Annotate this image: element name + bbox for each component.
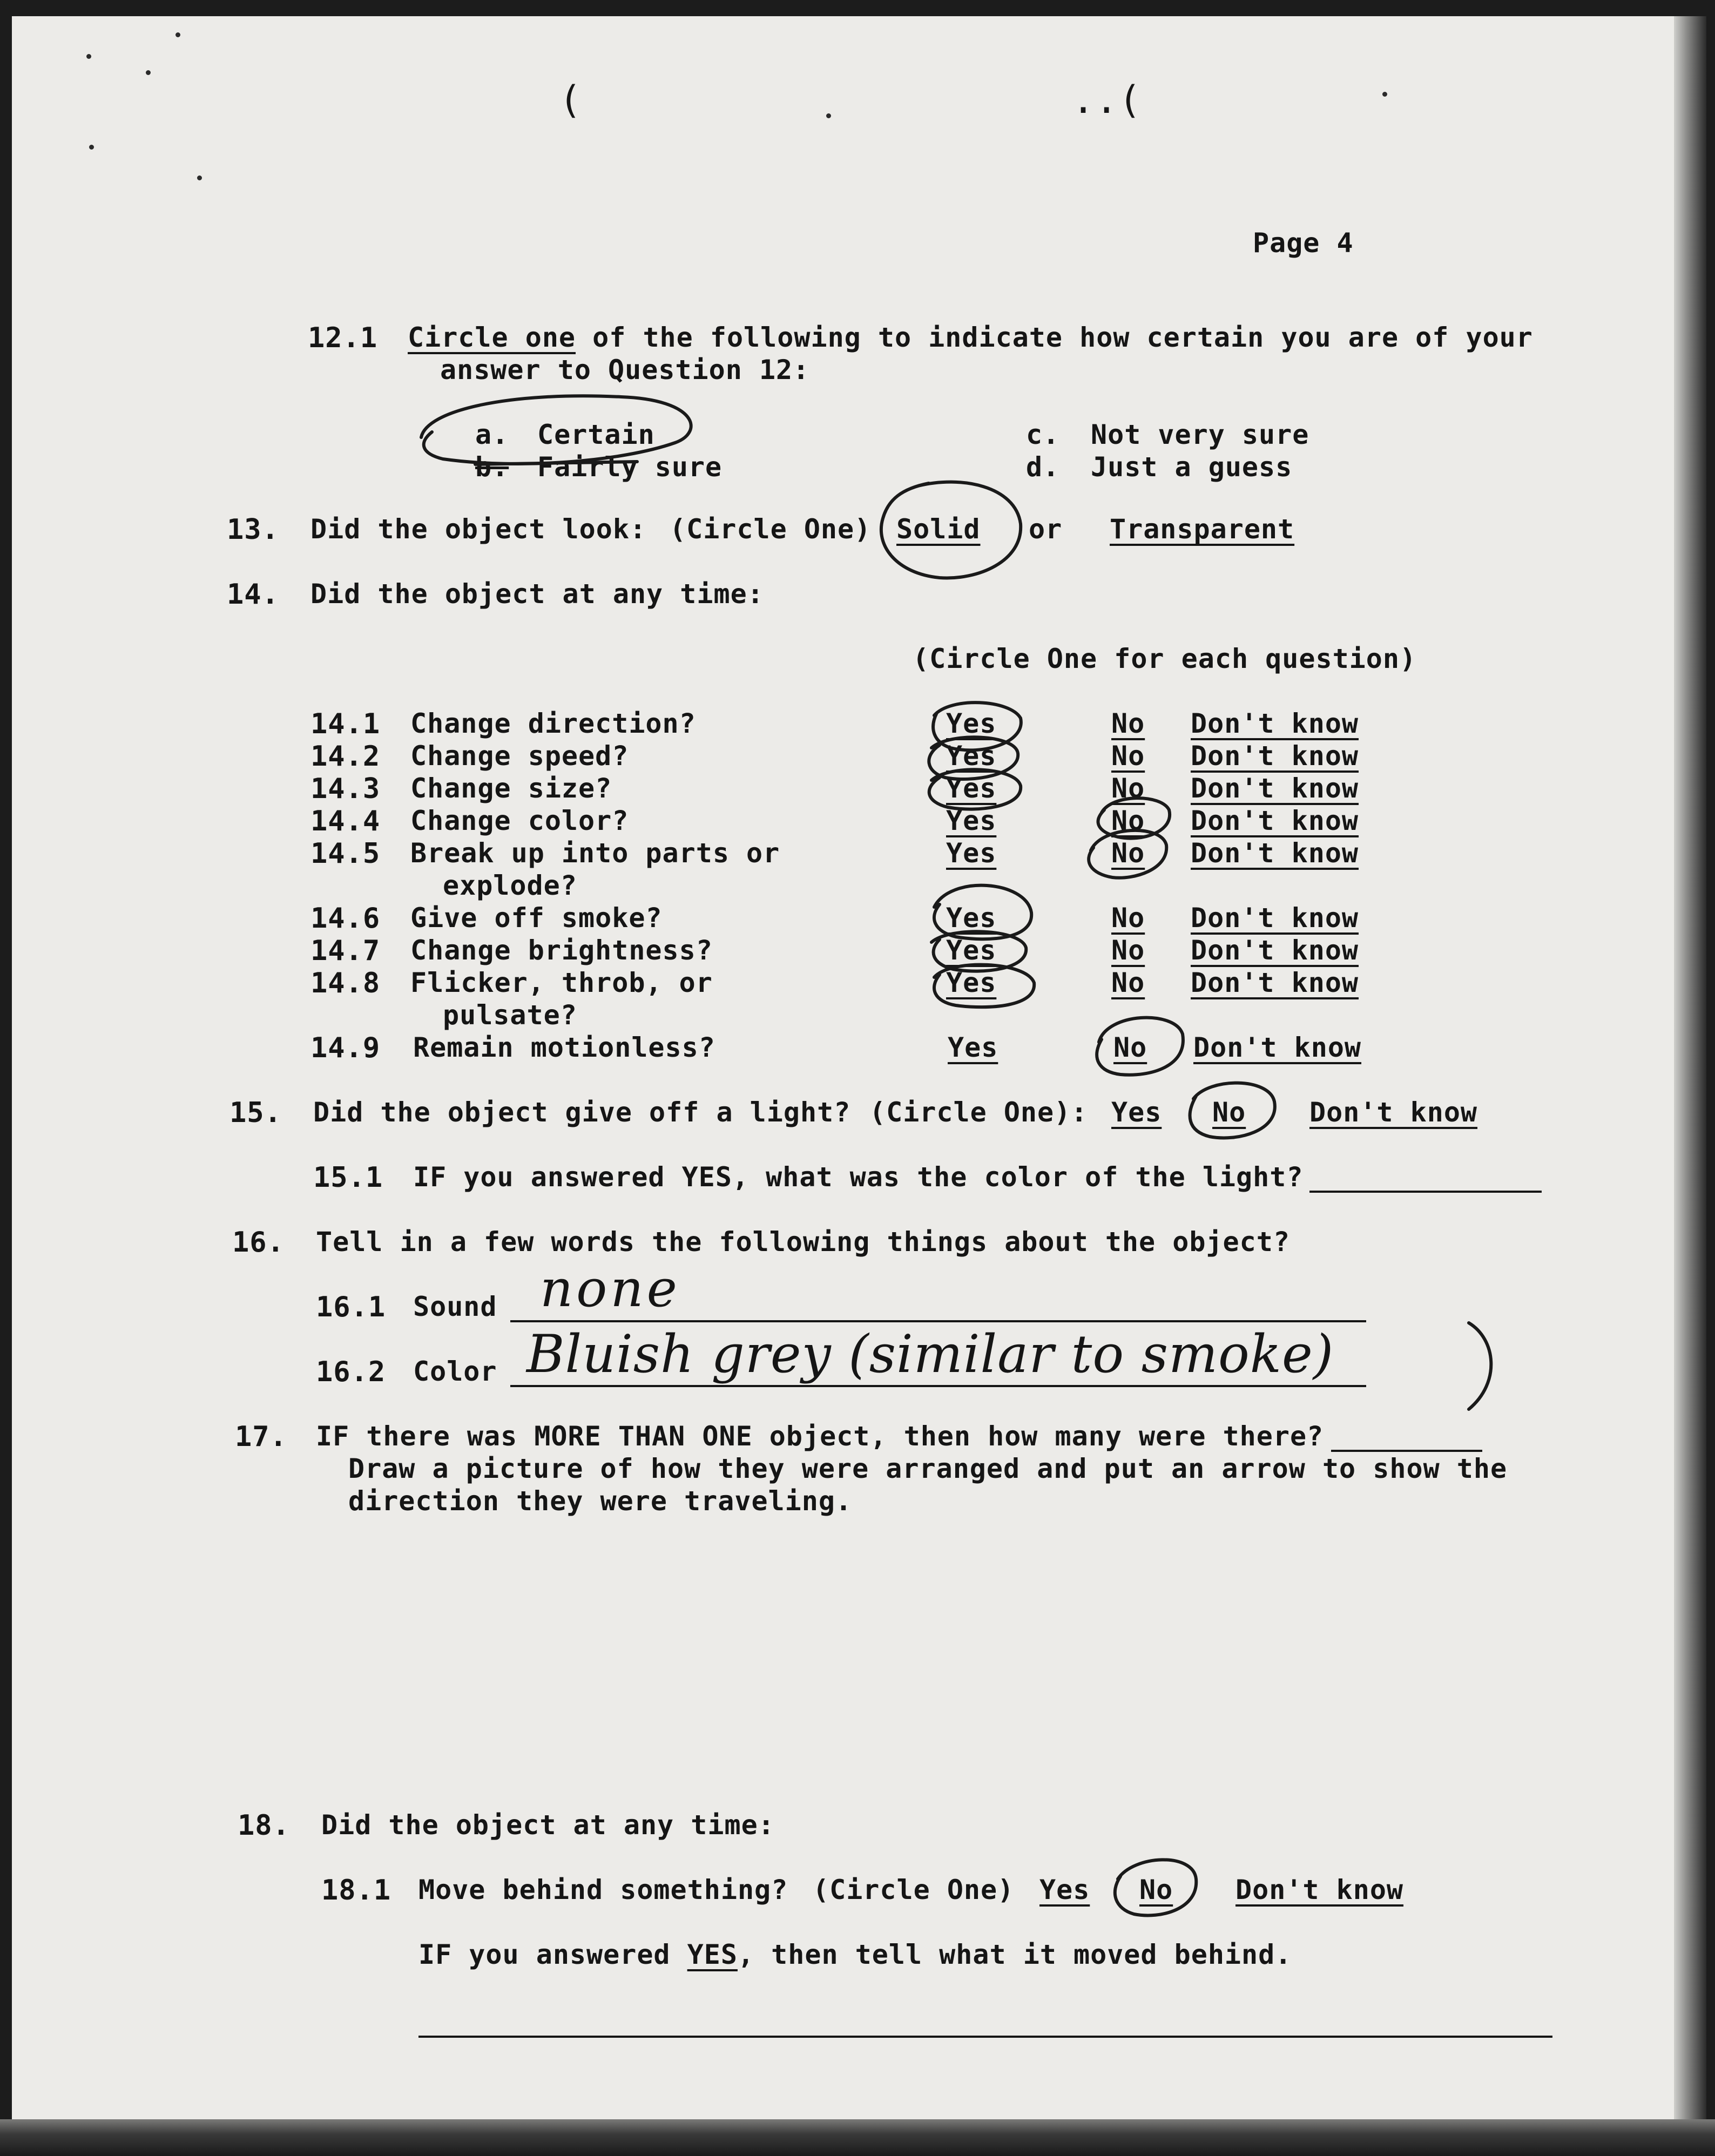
- page-edge-shadow: [1674, 16, 1706, 2122]
- option-d-label[interactable]: Just a guess: [1091, 451, 1293, 483]
- dont-know-option-14-8[interactable]: Don't know: [1191, 967, 1359, 998]
- yes-option-14-2[interactable]: Yes: [946, 740, 997, 772]
- question-number-13: 13.: [227, 513, 279, 546]
- item-text-14-3: Change size?: [410, 773, 612, 804]
- question-13-text: Did the object look:: [310, 513, 647, 545]
- item-number-14-1: 14.1: [310, 708, 381, 740]
- no-option-14-4[interactable]: No: [1111, 805, 1145, 836]
- dont-know-option-14-3[interactable]: Don't know: [1191, 773, 1359, 804]
- question-number-16-1: 16.1: [316, 1291, 386, 1323]
- speck: [826, 113, 831, 118]
- q18-1-dont-know-option[interactable]: Don't know: [1235, 1874, 1404, 1905]
- no-option-14-2[interactable]: No: [1111, 740, 1145, 772]
- question-14-text: Did the object at any time:: [310, 578, 764, 610]
- item-number-14-2: 14.2: [310, 740, 381, 773]
- question-15-instruction: (Circle One):: [869, 1097, 1088, 1128]
- question-18-1-followup: [418, 1941, 1292, 1968]
- item-text-14-2: Change speed?: [410, 740, 629, 772]
- option-b-label[interactable]: Fairly sure: [537, 451, 723, 483]
- item-number-14-3: 14.3: [310, 773, 381, 805]
- no-option-14-1[interactable]: No: [1111, 708, 1145, 739]
- speck: [86, 54, 91, 59]
- question-number-18: 18.: [238, 1809, 290, 1842]
- no-option-14-5[interactable]: No: [1111, 837, 1145, 869]
- question-number-18-1: 18.1: [321, 1874, 391, 1907]
- or-connector: or: [1029, 513, 1063, 545]
- item-number-14-5: 14.5: [310, 837, 381, 870]
- dont-know-option-14-4[interactable]: Don't know: [1191, 805, 1359, 836]
- light-color-answer-line[interactable]: [1309, 1191, 1542, 1193]
- question-17-line2: Draw a picture of how they were arranged and put an arrow to show the: [348, 1453, 1508, 1484]
- no-option-14-8[interactable]: No: [1111, 967, 1145, 998]
- option-a-letter: a.: [475, 419, 509, 450]
- q18-1-yes-option[interactable]: Yes: [1039, 1874, 1090, 1905]
- question-15-1-text: IF you answered YES, what was the color of the light?: [413, 1161, 1304, 1193]
- color-label: Color: [413, 1356, 497, 1387]
- dont-know-option-14-2[interactable]: Don't know: [1191, 740, 1359, 772]
- option-a-label[interactable]: Certain: [537, 419, 655, 450]
- item-number-14-8: 14.8: [310, 967, 381, 999]
- page-bottom-shadow: [0, 2119, 1715, 2156]
- moved-behind-answer-line[interactable]: [418, 2036, 1552, 2038]
- speck: [197, 175, 202, 180]
- speck: [175, 32, 180, 37]
- option-d-letter: d.: [1026, 451, 1060, 483]
- drawing-area[interactable]: [316, 1533, 1504, 1803]
- no-option-14-3[interactable]: No: [1111, 773, 1145, 804]
- no-option-14-9[interactable]: No: [1113, 1032, 1147, 1063]
- item-text-14-5: Break up into parts or: [410, 837, 780, 869]
- question-17-line3: direction they were traveling.: [348, 1485, 853, 1517]
- dont-know-option-14-1[interactable]: Don't know: [1191, 708, 1359, 739]
- followup-suffix: , then tell what it moved behind.: [737, 1939, 1292, 1970]
- q18-1-no-option[interactable]: No: [1139, 1874, 1173, 1905]
- no-option-14-6[interactable]: No: [1111, 902, 1145, 934]
- yes-option-14-6[interactable]: Yes: [946, 902, 997, 934]
- item-number-14-6: 14.6: [310, 902, 381, 935]
- item-text-14-8: Flicker, throb, or: [410, 967, 713, 998]
- option-transparent[interactable]: Transparent: [1110, 513, 1295, 545]
- question-18-text: Did the object at any time:: [321, 1809, 775, 1841]
- q15-yes-option[interactable]: Yes: [1111, 1097, 1162, 1128]
- item-text-14-5-cont: explode?: [443, 870, 577, 901]
- followup-prefix: IF you answered: [418, 1939, 687, 1970]
- item-number-14-4: 14.4: [310, 805, 381, 837]
- item-text-14-9: Remain motionless?: [413, 1032, 715, 1063]
- no-option-14-7[interactable]: No: [1111, 935, 1145, 966]
- yes-option-14-5[interactable]: Yes: [946, 837, 997, 869]
- question-number-15: 15.: [229, 1097, 282, 1129]
- yes-option-14-4[interactable]: Yes: [946, 805, 997, 836]
- dont-know-option-14-6[interactable]: Don't know: [1191, 902, 1359, 934]
- sound-answer-line[interactable]: [510, 1320, 1366, 1322]
- question-number-16-2: 16.2: [316, 1356, 386, 1388]
- item-number-14-9: 14.9: [310, 1032, 381, 1064]
- question-15-text: Did the object give off a light?: [313, 1097, 851, 1128]
- q15-dont-know-option[interactable]: Don't know: [1309, 1097, 1478, 1128]
- question-18-1-instruction: (Circle One): [813, 1874, 1015, 1905]
- item-text-14-6: Give off smoke?: [410, 902, 663, 934]
- page-label: Page 4: [1253, 227, 1354, 259]
- question-number-14: 14.: [227, 578, 279, 611]
- option-b-letter: b.: [475, 451, 509, 483]
- option-c-letter: c.: [1026, 419, 1060, 450]
- object-count-answer-line[interactable]: [1331, 1450, 1482, 1452]
- item-text-14-4: Change color?: [410, 805, 629, 836]
- question-number-15-1: 15.1: [313, 1161, 383, 1194]
- question-number-12-1: 12.1: [308, 322, 378, 354]
- item-number-14-7: 14.7: [310, 935, 381, 967]
- question-12-1-text-line2: answer to Question 12:: [440, 354, 810, 386]
- item-text-14-8-cont: pulsate?: [443, 999, 577, 1031]
- question-14-instruction: (Circle One for each question): [913, 643, 1417, 674]
- top-mark-left: (: [559, 78, 583, 122]
- option-c-label[interactable]: Not very sure: [1091, 419, 1309, 450]
- question-17-line1: IF there was MORE THAN ONE object, then how many were there?: [316, 1421, 1324, 1452]
- speck: [1382, 92, 1387, 97]
- sound-handwritten-answer: none: [540, 1259, 680, 1319]
- question-12-1-text-rest: of the following to indicate how certain you are of your: [576, 322, 1533, 353]
- yes-option-14-3[interactable]: Yes: [946, 773, 997, 804]
- question-12-1-text-line1: [408, 324, 1533, 351]
- speck: [146, 70, 151, 75]
- dont-know-option-14-9[interactable]: Don't know: [1193, 1032, 1362, 1063]
- q15-no-option[interactable]: No: [1212, 1097, 1246, 1128]
- yes-option-14-9[interactable]: Yes: [948, 1032, 998, 1063]
- question-number-16: 16.: [232, 1226, 285, 1259]
- sound-label: Sound: [413, 1291, 497, 1322]
- item-text-14-1: Change direction?: [410, 708, 696, 739]
- question-number-17: 17.: [235, 1421, 287, 1453]
- yes-option-14-8[interactable]: Yes: [946, 967, 997, 998]
- color-handwritten-answer: Bluish grey (similar to smoke): [526, 1324, 1334, 1384]
- dont-know-option-14-5[interactable]: Don't know: [1191, 837, 1359, 869]
- top-mark-right: ..(: [1072, 78, 1142, 122]
- circle-one-instruction: Circle one: [408, 322, 576, 353]
- question-18-1-text: Move behind something?: [418, 1874, 788, 1905]
- yes-option-14-1[interactable]: Yes: [946, 708, 997, 739]
- item-text-14-7: Change brightness?: [410, 935, 713, 966]
- speck: [89, 145, 94, 150]
- question-16-text: Tell in a few words the following things about the object?: [316, 1226, 1290, 1258]
- followup-yes: YES: [687, 1939, 738, 1970]
- dont-know-option-14-7[interactable]: Don't know: [1191, 935, 1359, 966]
- yes-option-14-7[interactable]: Yes: [946, 935, 997, 966]
- option-solid[interactable]: Solid: [896, 513, 981, 545]
- question-13-instruction: (Circle One): [670, 513, 872, 545]
- color-answer-line[interactable]: [510, 1385, 1366, 1387]
